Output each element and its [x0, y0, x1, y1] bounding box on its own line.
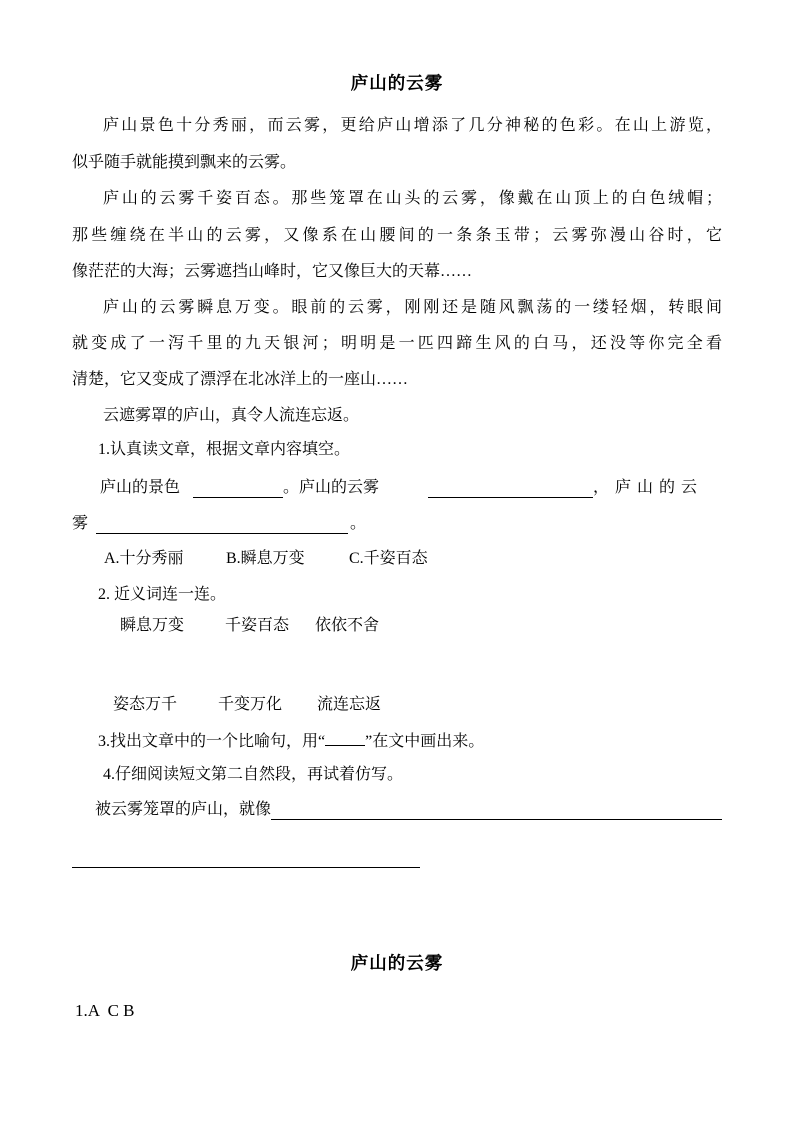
passage-p2-line3: 像茫茫的大海；云雾遮挡山峰时，它又像巨大的天幕…… — [72, 263, 473, 280]
fill-blank-1 — [193, 477, 283, 498]
fill-seg-1: 庐山的景色 — [100, 479, 181, 496]
passage-p1-line1: 庐山景色十分秀丽，而云雾，更给庐山增添了几分神秘的色彩。在山上游览， — [103, 117, 722, 134]
q4-answer-lead: 被云雾笼罩的庐山，就像 — [95, 801, 272, 818]
passage-p4: 云遮雾罩的庐山，真令人流连忘返。 — [103, 407, 360, 424]
question-1-label: 1.认真读文章，根据文章内容填空。 — [98, 441, 351, 458]
passage-p3-line2: 就变成了一泻千里的九天银河；明明是一匹四蹄生风的白马，还没等你完全看 — [72, 335, 722, 352]
match-word-shunxiwanbian: 瞬息万变 — [120, 617, 185, 634]
match-word-yiyibushe: 依依不舍 — [315, 617, 380, 634]
passage-p2-line2: 那些缠绕在半山的云雾，又像系在山腰间的一条条玉带；云雾弥漫山谷时，它 — [72, 227, 722, 244]
q3-inline-blank — [325, 728, 365, 746]
fill-line-2 — [72, 513, 722, 535]
option-b: B.瞬息万变 — [226, 550, 305, 567]
match-word-qianzibaitai: 千姿百态 — [225, 617, 290, 634]
option-a: A.十分秀丽 — [104, 550, 184, 567]
fill-seg-3: ，庐山的云 — [593, 479, 704, 496]
match-row-2 — [72, 694, 722, 716]
question-3-label — [72, 728, 722, 750]
passage-p3-line1: 庐山的云雾瞬息万变。眼前的云雾，刚刚还是随风飘荡的一缕轻烟，转眼间 — [103, 299, 722, 316]
option-c: C.千姿百态 — [349, 550, 428, 567]
fill-blank-3 — [96, 513, 348, 534]
q4-answer-line — [72, 799, 722, 821]
answer-section-title: 庐山的云雾 — [350, 953, 444, 973]
q4-answer-blank — [271, 799, 722, 820]
passage-p1-line2: 似乎随手就能摸到飘来的云雾。 — [72, 154, 297, 171]
q3-seg-1: 3.找出文章中的一个比喻句，用“ — [98, 733, 326, 750]
match-word-qianbianwanhua: 千变万化 — [218, 696, 283, 713]
match-row-1 — [72, 615, 722, 637]
fill-seg-2: 。庐山的云雾 — [283, 479, 380, 496]
page-title: 庐山的云雾 — [350, 73, 444, 93]
q3-seg-2: ”在文中画出来。 — [365, 733, 485, 750]
fill-seg-5: 。 — [350, 515, 367, 532]
options-row — [72, 548, 722, 570]
q4-answer-continuation-line — [72, 867, 420, 868]
match-word-liulianwangfan: 流连忘返 — [317, 696, 382, 713]
fill-blank-2 — [428, 477, 593, 498]
match-word-zitaiwanqian: 姿态万千 — [113, 696, 178, 713]
question-4-label: 4.仔细阅读短文第二自然段，再试着仿写。 — [103, 766, 404, 783]
passage-p2-line1: 庐山的云雾千姿百态。那些笼罩在山头的云雾，像戴在山顶上的白色绒帽； — [103, 190, 722, 207]
fill-line-1 — [72, 477, 722, 499]
fill-seg-4: 雾 — [72, 515, 89, 532]
passage-p3-line3: 清楚，它又变成了漂浮在北冰洋上的一座山…… — [72, 371, 409, 388]
answer-line-1: 1.A C B — [75, 1001, 135, 1020]
question-2-label: 2. 近义词连一连。 — [98, 586, 227, 603]
